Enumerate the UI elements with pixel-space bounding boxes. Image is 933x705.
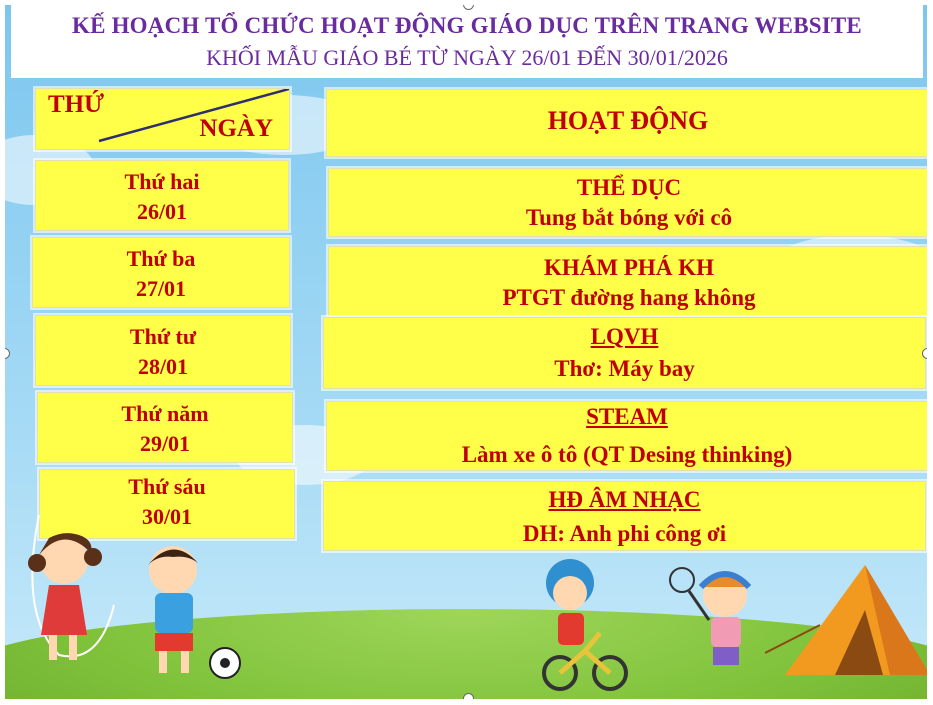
activity-cell-monday	[328, 168, 927, 237]
day-date: 29/01	[139, 431, 191, 456]
day-name: Thứ hai	[124, 169, 200, 194]
activity-detail: Tung bắt bóng với cô	[525, 205, 733, 230]
day-cell-tuesday	[32, 237, 290, 308]
resize-handle-left[interactable]	[5, 348, 10, 359]
boy-soccer-illustration	[133, 535, 253, 685]
day-name: Thứ sáu	[128, 474, 206, 499]
corner-header-cell	[35, 88, 290, 150]
activity-cell-tuesday	[328, 246, 927, 316]
day-date: 28/01	[137, 354, 189, 379]
slide-canvas[interactable]	[5, 5, 927, 699]
activity-subject: HĐ ÂM NHẠC	[548, 487, 701, 512]
day-date: 26/01	[136, 199, 188, 224]
activity-cell-wednesday	[323, 317, 926, 389]
activity-header-label: HOẠT ĐỘNG	[547, 106, 709, 135]
girl-racket-illustration	[667, 565, 767, 685]
activity-header-cell	[326, 89, 927, 157]
resize-handle-bottom[interactable]	[463, 693, 474, 699]
activity-subject: THỂ DỤC	[576, 175, 682, 200]
day-name: Thứ năm	[121, 401, 209, 426]
activity-subject: LQVH	[590, 324, 659, 349]
day-date: 27/01	[135, 276, 187, 301]
corner-thu-label: THỨ	[48, 91, 105, 118]
resize-handle-right[interactable]	[922, 348, 927, 359]
activity-subject: KHÁM PHÁ KH	[544, 255, 714, 280]
activity-detail: DH: Anh phi công ơi	[522, 521, 727, 546]
day-name: Thứ ba	[126, 246, 196, 271]
day-cell-monday	[35, 160, 289, 231]
day-date: 30/01	[141, 504, 193, 529]
activity-subject: STEAM	[586, 404, 668, 429]
diagonal-divider	[36, 89, 289, 149]
activity-detail: Thơ: Máy bay	[554, 356, 695, 381]
activity-detail: PTGT đường hang không	[502, 285, 756, 310]
page-title: KẾ HOẠCH TỔ CHỨC HOẠT ĐỘNG GIÁO DỤC TRÊN TRANG WEBSITE	[72, 13, 862, 38]
day-cell-thursday	[37, 392, 293, 463]
girl-skipping-illustration	[19, 505, 129, 675]
page-subtitle: KHỐI MẪU GIÁO BÉ TỪ NGÀY 26/01 ĐẾN 30/01/2026	[206, 45, 728, 70]
day-name: Thứ tư	[129, 324, 197, 349]
header	[11, 5, 923, 78]
day-cell-wednesday	[35, 315, 291, 386]
child-bicycle-illustration	[540, 553, 640, 693]
activity-cell-friday	[323, 481, 926, 551]
tent-illustration	[765, 565, 927, 695]
activity-cell-thursday	[326, 401, 927, 471]
activity-detail: Làm xe ô tô (QT Desing thinking)	[461, 442, 793, 467]
corner-ngay-label: NGÀY	[199, 115, 273, 142]
